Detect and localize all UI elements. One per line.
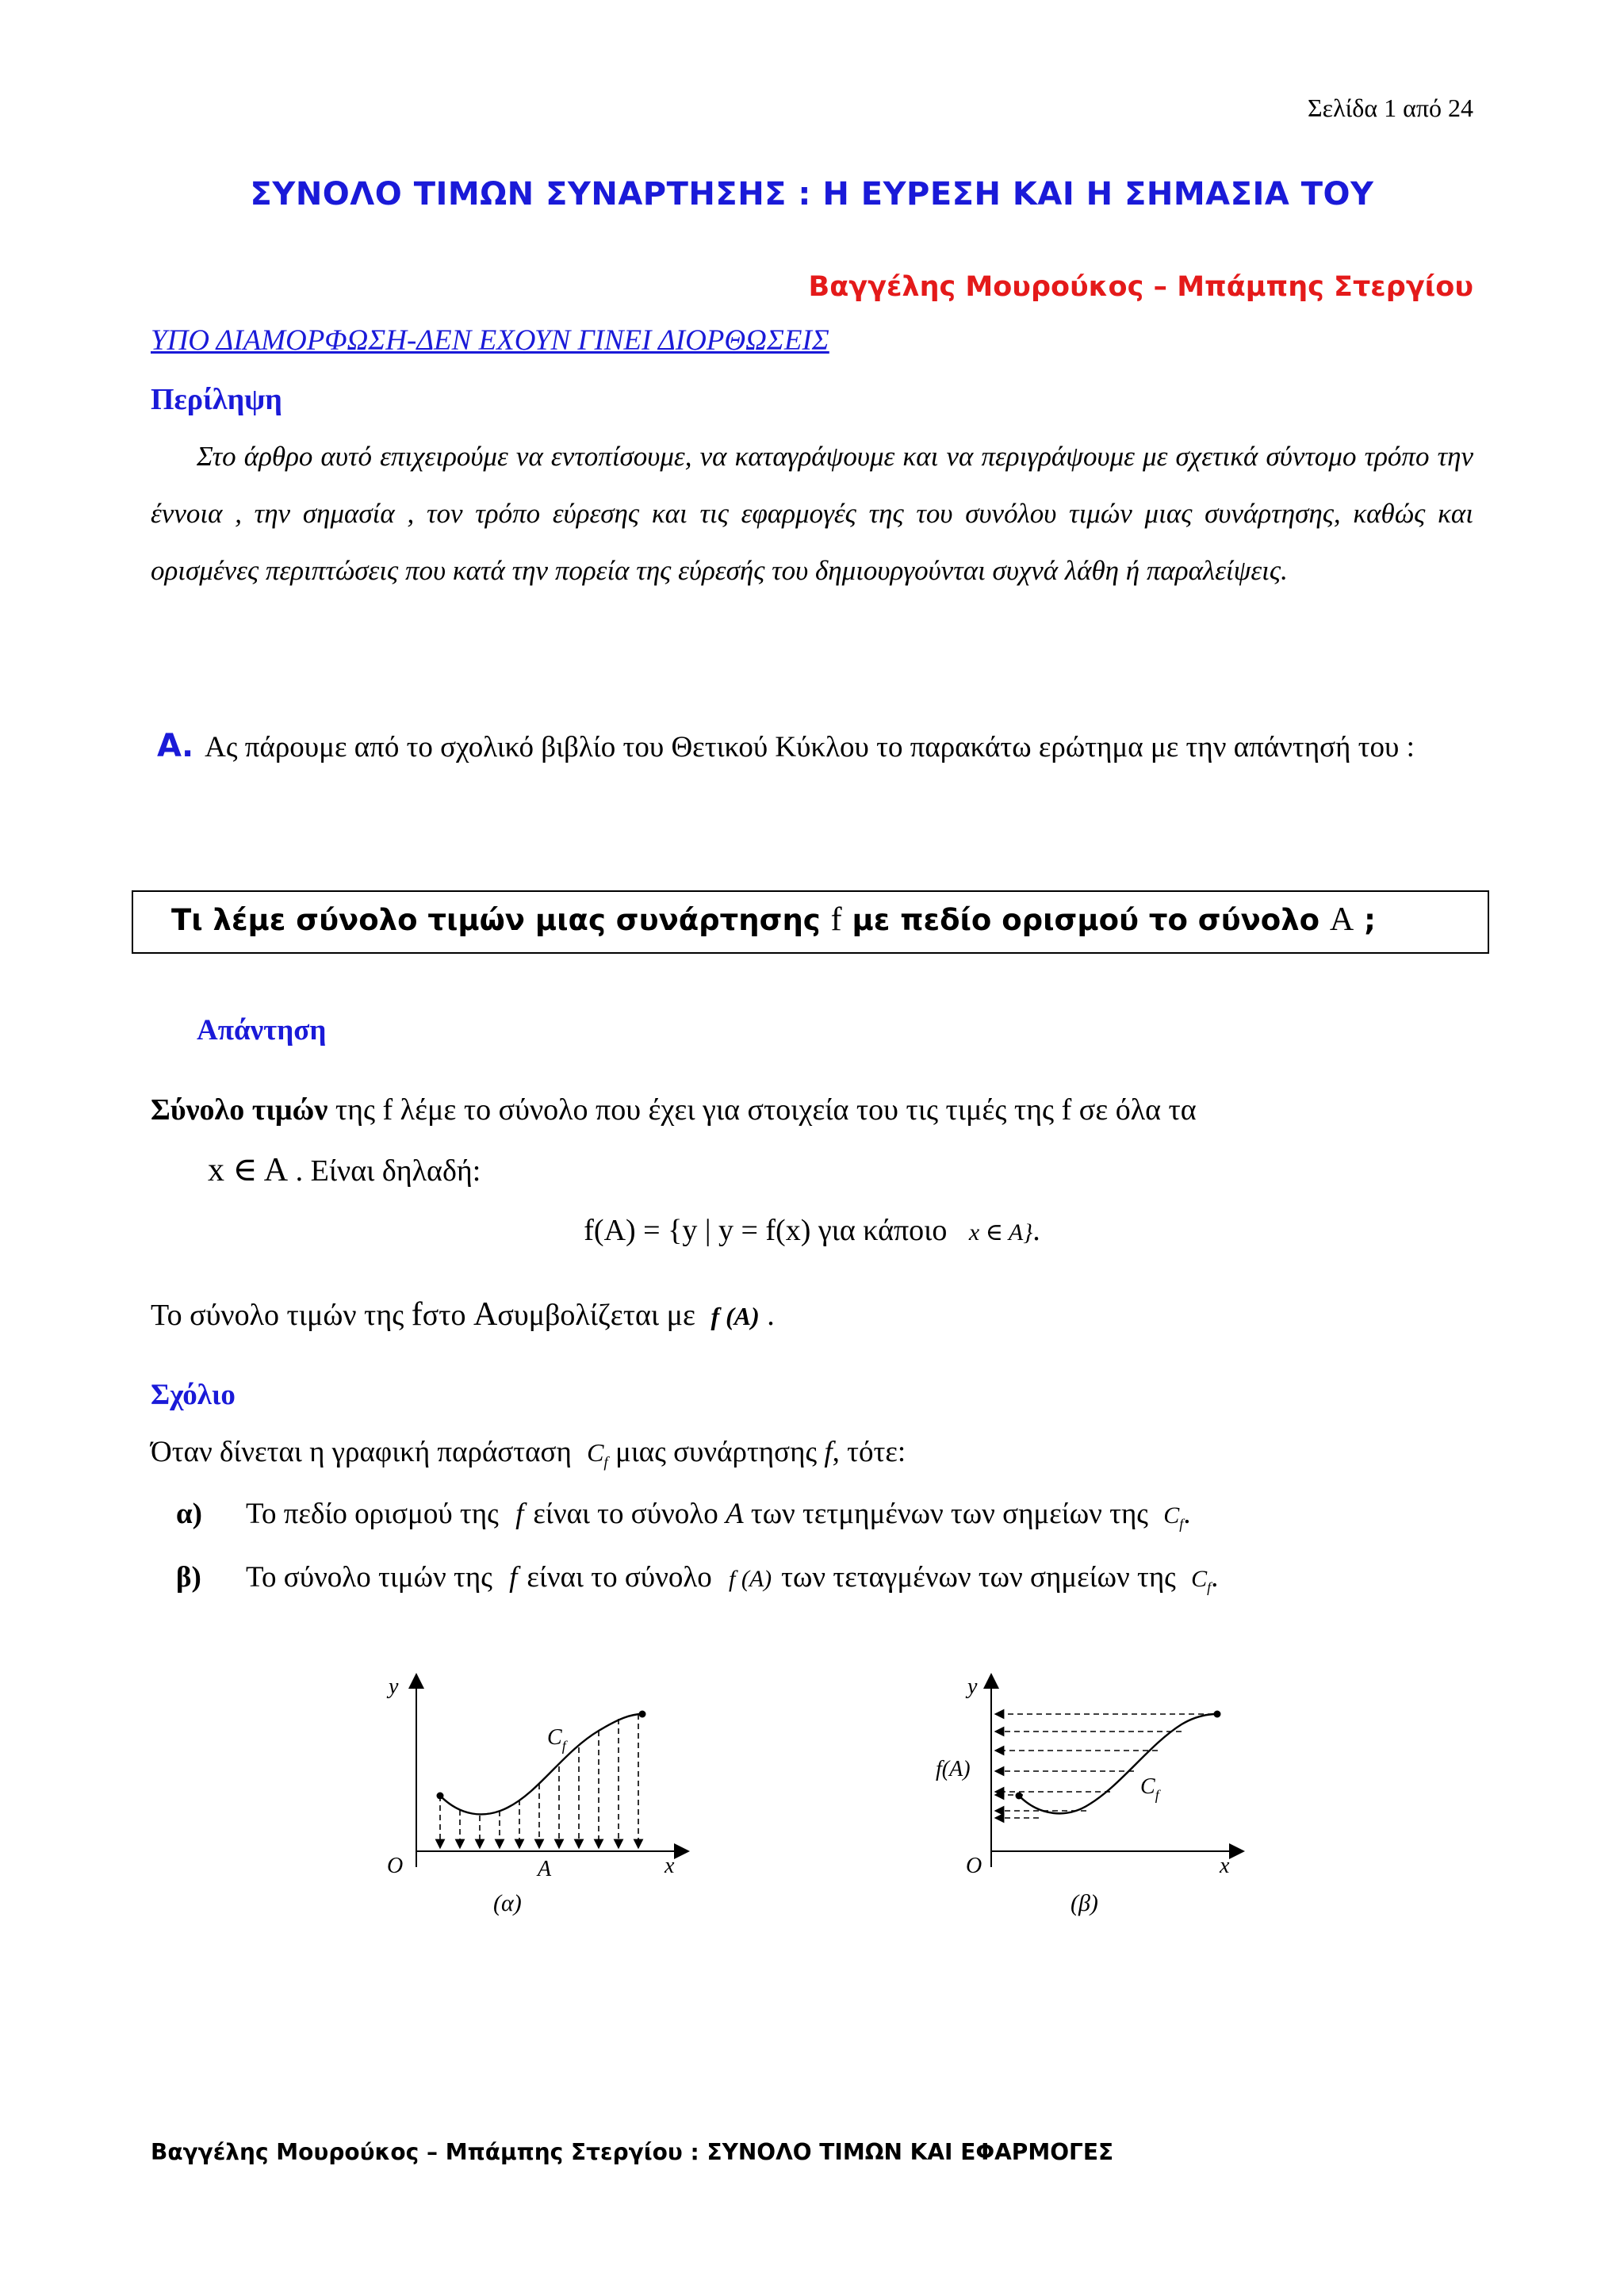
comment-Cf: $C_f$ [587, 1438, 608, 1471]
footer: Βαγγέλης Μουρούκος – Μπάμπης Στεργίου : ΣΥΝΟΛΟ ΤΙΜΩΝ ΚΑΙ ΕΦΑΡΜΟΓΕΣ [151, 2139, 1114, 2165]
formula-tail: x ∈ A} [968, 1219, 1033, 1246]
abstract-text: Στο άρθρο αυτό επιχειρούμε να εντοπίσουμε, να καταγράψουμε και να περιγράψουμε με σχετικά σύντομο τρόπο την έννοια , την σημασία , τον τρόπο εύρεσης και τις εφαρμογές της του συνόλου τιμών μιας συνάρτησης, καθώς και ορισμένες περιπτώσεις που κατά την πορεία της εύρεσής του δημιουργούνται συχνά λάθη ή παραλείψεις. [151, 441, 1473, 586]
authors: Βαγγέλης Μουρούκος – Μπάμπης Στεργίου [808, 271, 1473, 303]
formula-main: f(A) = {y | y = f(x) για κάποιο [584, 1214, 948, 1247]
definition-math: x ∈ A [208, 1152, 289, 1188]
item-b-tag: β) [176, 1561, 201, 1594]
projection-lines [999, 1714, 1213, 1818]
figure-a [365, 1665, 714, 1927]
endpoint-right [639, 1711, 646, 1718]
symbol-text-1: Το σύνολο τιμών της [151, 1299, 404, 1332]
item-b-text-3: των τεταγμένων των σημείων της [781, 1561, 1176, 1594]
fig-a-O: O [387, 1854, 404, 1878]
comment-intro-1: Όταν δίνεται η γραφική παράσταση [151, 1436, 572, 1468]
item-b-text-1: Το σύνολο τιμών της [246, 1561, 492, 1594]
definition-line1: της f λέμε το σύνολο που έχει για στοιχεία του τις τιμές της f σε όλα τα [335, 1093, 1197, 1127]
symbol-end: . [767, 1299, 775, 1332]
section-a-label: Α. [157, 728, 194, 764]
section-a-text: Ας πάρουμε από το σχολικό βιβλίο του Θετικού Κύκλου το παρακάτω ερώτημα με την απάντησή του : [205, 731, 1415, 763]
question-part1: Τι λέμε σύνολο τιμών μιας συνάρτησης [171, 903, 821, 937]
fig-b-x: x [1220, 1854, 1230, 1878]
comment-item-b: β) Το σύνολο τιμών της f είναι το σύνολο f (A) των τεταγμένων των σημείων της $C_f$. [151, 1560, 1218, 1596]
fig-a-y: y [389, 1674, 399, 1699]
document-title: ΣΥΝΟΛΟ ΤΙΜΩΝ ΣΥΝΑΡΤΗΣΗΣ : Η ΕΥΡΕΣΗ ΚΑΙ Η ΣΗΜΑΣΙΑ ΤΟΥ [250, 176, 1374, 212]
comment-intro-3: , τότε: [832, 1436, 906, 1468]
item-a-tag: α) [176, 1498, 202, 1530]
formula-end: . [1032, 1214, 1040, 1247]
fig-a-cf: $C_f$ [547, 1725, 566, 1754]
item-a-text-1: Το πεδίο ορισμού της [246, 1498, 499, 1530]
comment-intro [151, 1435, 906, 1471]
question-end: ; [1364, 903, 1376, 937]
fig-a-caption: (α) [493, 1890, 522, 1916]
symbol-text-2: στο [422, 1299, 466, 1332]
item-b-Cf: $C_f$ [1191, 1566, 1212, 1595]
question-part2: με πεδίο ορισμού το σύνολο [852, 903, 1320, 937]
item-a-f: f [515, 1498, 524, 1530]
comment-intro-2: μιας συνάρτησης [615, 1436, 818, 1468]
symbol-text-3: συμβολίζεται με [497, 1299, 695, 1332]
item-b-f: f [509, 1561, 518, 1594]
symbol-fA: f (A) [710, 1302, 760, 1330]
section-a [157, 717, 1473, 777]
item-b-fA: f (A) [729, 1566, 772, 1592]
draft-notice: ΥΠΟ ΔΙΑΜΟΡΦΩΣΗ-ΔΕΝ ΕΧΟΥΝ ΓΙΝΕΙ ΔΙΟΡΘΩΣΕΙΣ [151, 324, 829, 357]
endpoint-right [1214, 1711, 1221, 1718]
comment-heading: Σχόλιο [151, 1379, 236, 1411]
fig-b-caption: (β) [1071, 1890, 1098, 1916]
question-A: A [1329, 901, 1354, 938]
question-text [171, 894, 1376, 946]
symbol-sentence [151, 1295, 775, 1334]
curve-cf [440, 1714, 642, 1814]
definition-line2: . Είναι δηλαδή: [288, 1154, 481, 1188]
item-a-A: A [725, 1498, 744, 1530]
fig-b-cf: $C_f$ [1140, 1774, 1159, 1803]
fig-b-y: y [967, 1674, 978, 1699]
symbol-A: A [473, 1296, 498, 1333]
question-f: f [830, 901, 842, 938]
item-a-Cf: $C_f$ [1163, 1502, 1184, 1532]
abstract-heading: Περίληψη [151, 383, 282, 416]
fig-b-fA: f(A) [936, 1757, 971, 1781]
page-number: Σελίδα 1 από 24 [1308, 94, 1473, 122]
comment-item-a: α) Το πεδίο ορισμού της f είναι το σύνολο A των τετμημένων των σημείων της $C_f$. [151, 1497, 1191, 1533]
fig-a-x: x [665, 1854, 675, 1878]
curve-cf [1019, 1714, 1217, 1813]
fig-a-A: A [538, 1857, 552, 1881]
item-b-text-2: είναι το σύνολο [527, 1561, 712, 1594]
answer-heading: Απάντηση [197, 1014, 327, 1047]
formula [0, 1213, 1624, 1248]
item-a-text-2: είναι το σύνολο [533, 1498, 718, 1530]
endpoint-left [437, 1793, 444, 1800]
comment-intro-f: f [824, 1436, 833, 1468]
item-a-text-3: των τετμημένων των σημείων της [750, 1498, 1148, 1530]
figure-b [920, 1665, 1269, 1927]
endpoint-left [1016, 1793, 1023, 1800]
projection-lines [440, 1714, 638, 1844]
fig-b-O: O [966, 1854, 982, 1878]
definition-term: Σύνολο τιμών [151, 1093, 328, 1127]
symbol-f: f [411, 1296, 423, 1333]
definition [151, 1080, 1473, 1201]
